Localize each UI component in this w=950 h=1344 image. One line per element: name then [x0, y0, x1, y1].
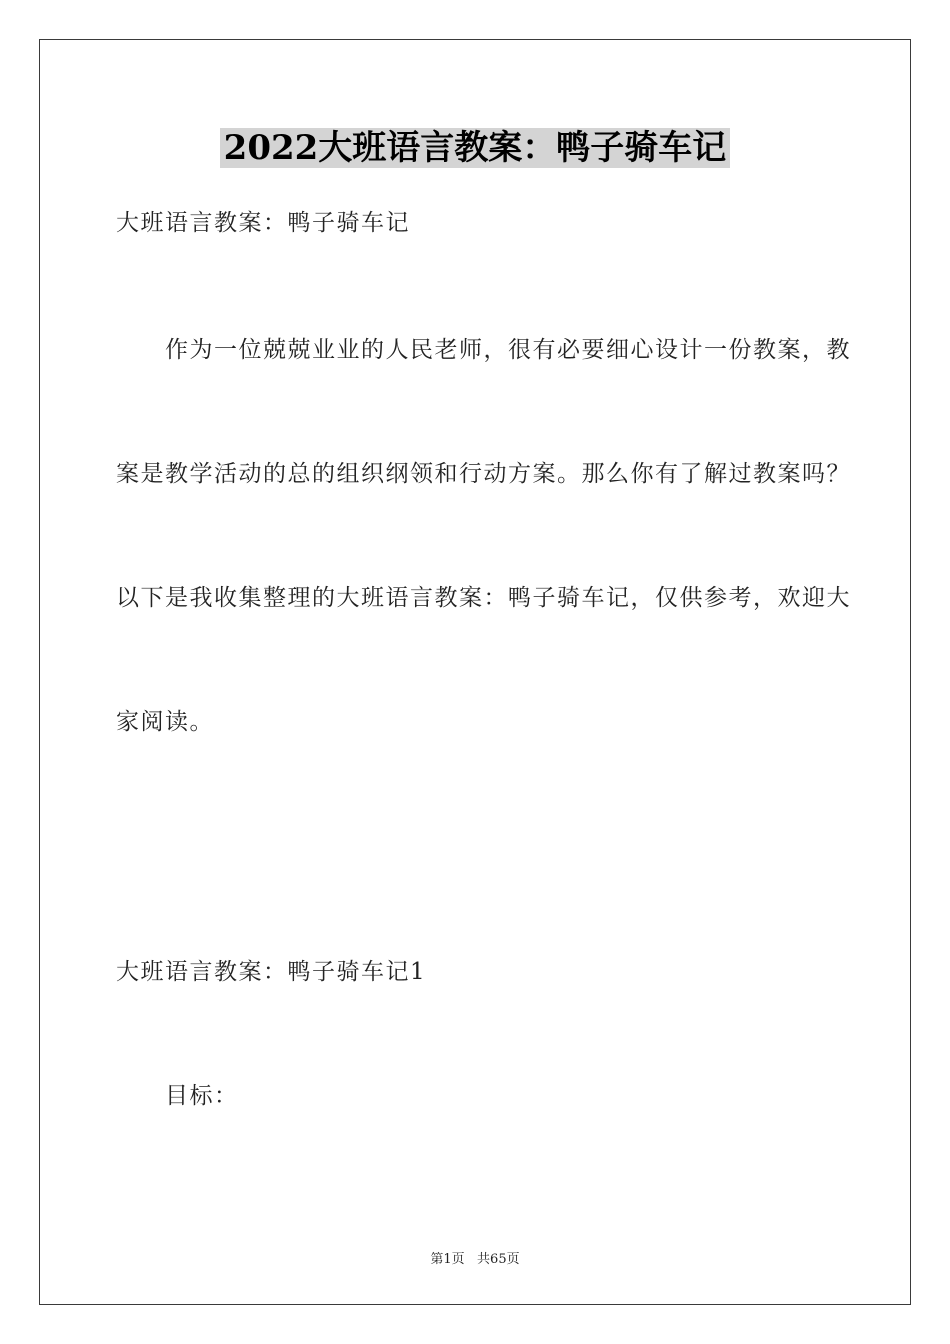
intro-line-4: 家阅读。	[116, 709, 214, 735]
intro-line-3: 以下是我收集整理的大班语言教案：鸭子骑车记，仅供参考，欢迎大	[116, 585, 851, 611]
section-heading: 大班语言教案：鸭子骑车记1	[116, 959, 427, 985]
page-footer: 第1页 共65页	[430, 1252, 520, 1267]
document-title	[0, 128, 950, 168]
document-subtitle: 大班语言教案：鸭子骑车记	[116, 210, 410, 236]
intro-line-2: 案是教学活动的总的组织纲领和行动方案。那么你有了解过教案吗？	[116, 461, 851, 487]
goal-label: 目标：	[165, 1083, 239, 1109]
document-title-text: 2022大班语言教案：鸭子骑车记	[220, 128, 731, 168]
intro-line-1: 作为一位兢兢业业的人民老师，很有必要细心设计一份教案，教	[165, 337, 851, 363]
